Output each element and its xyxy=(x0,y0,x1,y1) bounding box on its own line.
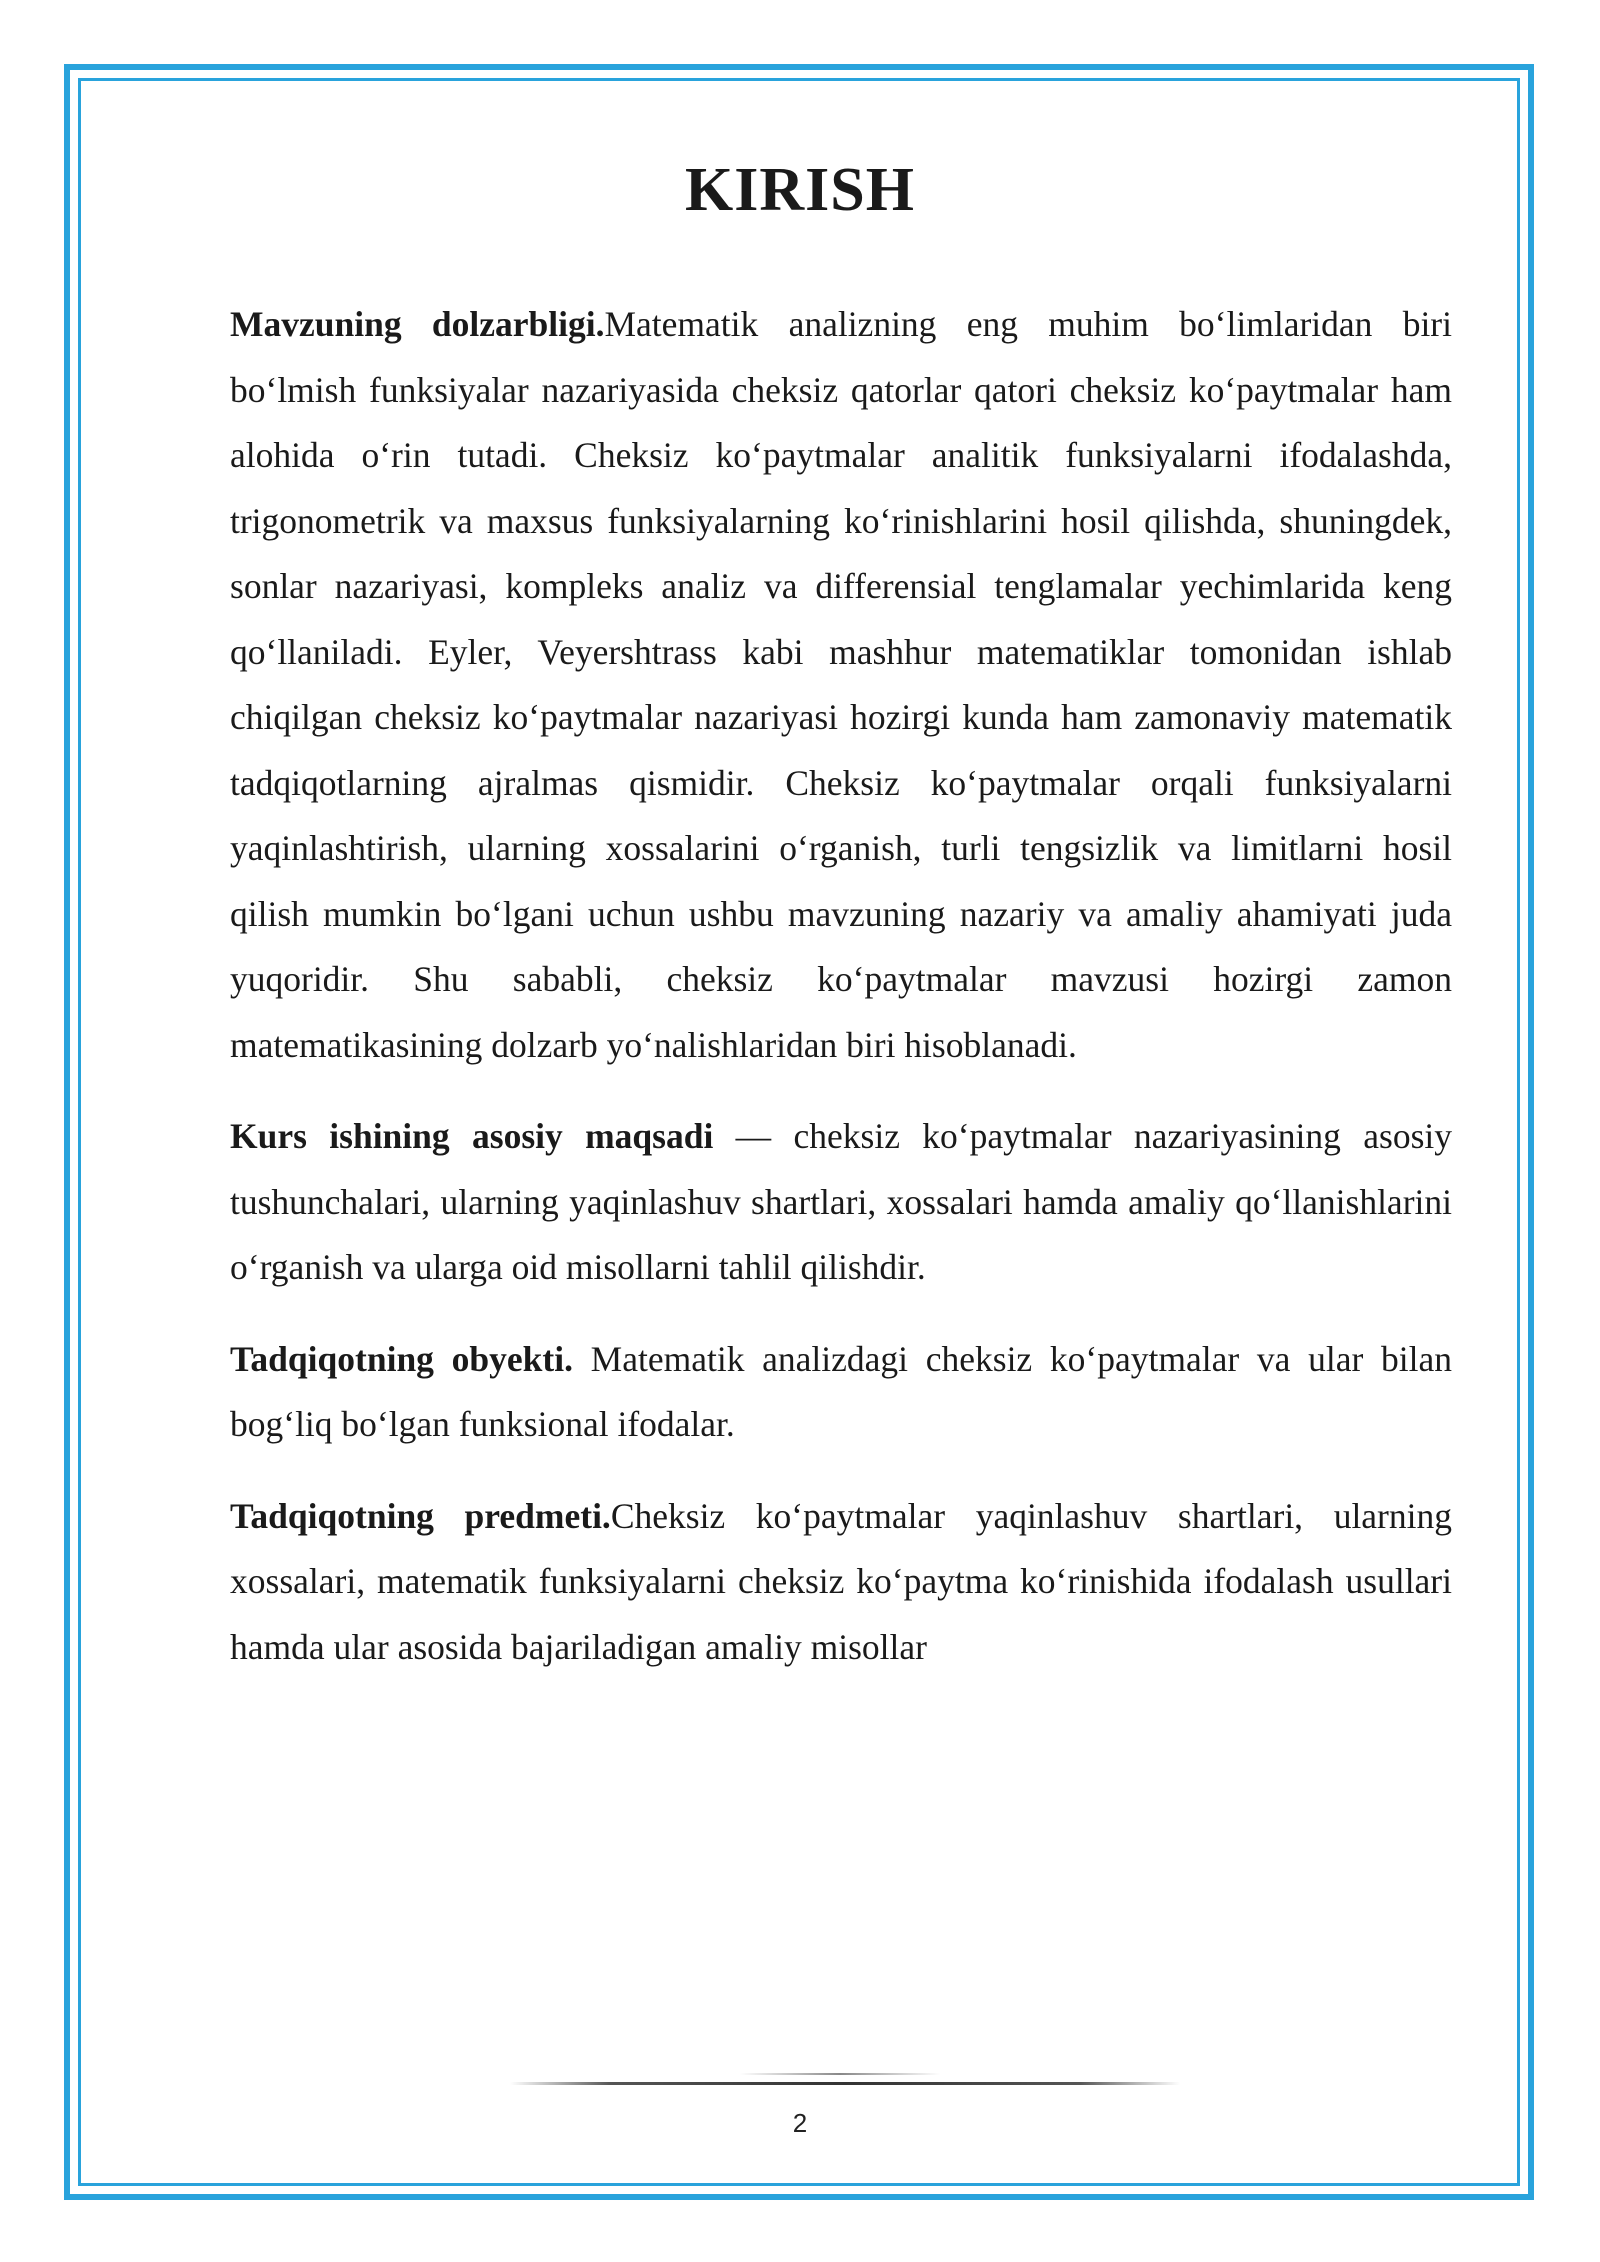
paragraph-lead: Tadqiqotning predmeti. xyxy=(230,1495,611,1536)
footer-divider xyxy=(510,2082,1180,2085)
paragraph-lead: Tadqiqotning obyekti. xyxy=(230,1338,573,1379)
paragraph-dolzarblik xyxy=(230,292,1452,1078)
page-title: KIRISH xyxy=(685,156,915,224)
paragraph-obyekt xyxy=(230,1327,1452,1458)
paragraph-text: Matematik analizning eng muhim bo‘limlaridan biri bo‘lmish funksiyalar nazariyasida cheksiz qatorlar qatori cheksiz ko‘paytmalar ham alohida o‘rin tutadi. Cheksiz ko‘paytmalar analitik funksiyalarni ifodalashda, trigonometrik va maxsus funksiyalarning ko‘rinishlarini hosil qilishda, shuningdek, sonlar nazariyasi, kompleks analiz va differensial tenglamalar yechimlarida keng qo‘llaniladi. Eyler, Veyershtrass kabi mashhur matematiklar tomonidan ishlab chiqilgan cheksiz ko‘paytmalar nazariyasi hozirgi kunda ham zamonaviy matematik tadqiqotlarning ajralmas qismidir. Cheksiz ko‘paytmalar orqali funksiyalarni yaqinlashtirish, ularning xossalarini o‘rganish, turli tengsizlik va limitlarni hosil qilish mumkin bo‘lgani uchun ushbu mavzuning nazariy va amaliy ahamiyati juda yuqoridir. Shu sababli, cheksiz ko‘paytmalar mavzusi hozirgi zamon matematikasining dolzarb yo‘nalishlaridan biri hisoblanadi. xyxy=(230,304,1452,1065)
document-body xyxy=(230,292,1452,1706)
paragraph-text: Cheksiz ko‘paytmalar yaqinlashuv shartlari, ularning xossalari, matematik funksiyalarni cheksiz ko‘paytma ko‘rinishida ifodalash usullari hamda ular asosida bajariladigan amaliy misollar xyxy=(230,1495,1452,1667)
paragraph-predmet xyxy=(230,1484,1452,1681)
paragraph-lead: Mavzuning dolzarbligi. xyxy=(230,304,605,344)
footer-divider-accent xyxy=(740,2073,940,2075)
paragraph-lead: Kurs ishining asosiy maqsadi xyxy=(230,1116,714,1156)
paragraph-text: — cheksiz ko‘paytmalar nazariyasining asosiy tushunchalari, ularning yaqinlashuv shartlari, xossalari hamda amaliy qo‘llanishlarini o‘rganish va ularga oid misollarni tahlil qilishdir. xyxy=(230,1116,1452,1287)
paragraph-maqsad xyxy=(230,1104,1452,1301)
page-number: 2 xyxy=(792,2108,808,2138)
paragraph-text: Matematik analizdagi cheksiz ko‘paytmalar va ular bilan bog‘liq bo‘lgan funksional ifodalar. xyxy=(230,1338,1452,1444)
